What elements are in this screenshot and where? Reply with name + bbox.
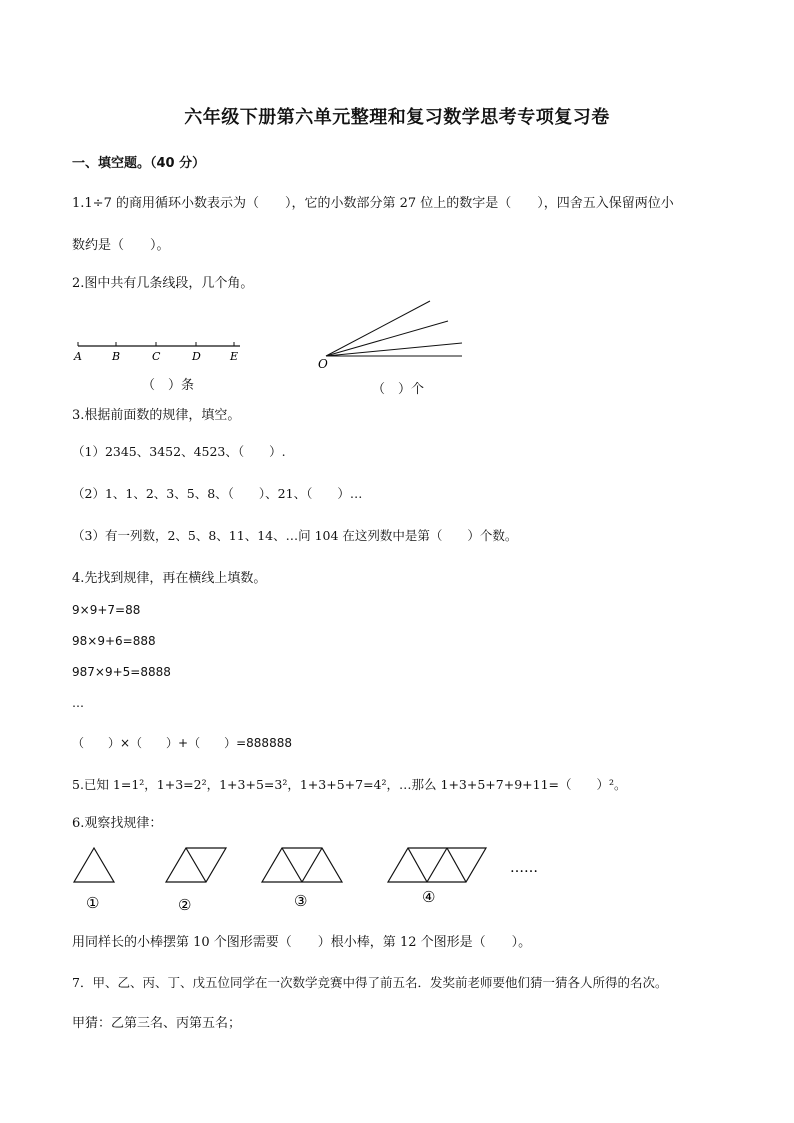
triangle-figure-4-line-c <box>447 848 466 882</box>
question-5-text: 5.已知 1=1²，1+3=2²，1+3+5=3²，1+3+5+7=4²，…那么 1+3+5+7+9+11=（ ）²。 <box>72 777 627 792</box>
point-label-d: D <box>192 350 201 363</box>
caption-angles: （ ）个 <box>372 382 425 397</box>
triangle-figure-3 <box>262 848 342 882</box>
question-2-text: 2.图中共有几条线段，几个角。 <box>72 276 254 291</box>
question-3-part-1: （1）2345、3452、4523、（ ）. <box>72 444 286 459</box>
angle-figure <box>312 294 472 372</box>
section-heading: 一、填空题。（40 分） <box>72 156 206 171</box>
continuation-dots: …… <box>510 860 538 876</box>
equation-3: 987×9+5=8888 <box>72 665 171 679</box>
question-7-text: 7．甲、乙、丙、丁、戊五位同学在一次数学竞赛中得了前五名．发奖前老师要他们猜一猜各人所得的名次。 <box>72 975 668 990</box>
question-3-text: 3.根据前面数的规律，填空。 <box>72 408 241 423</box>
vertex-label-o: O <box>318 357 328 371</box>
triangle-figure-4-line-b <box>427 848 447 882</box>
figure-label-1: ① <box>86 894 100 912</box>
ray-2 <box>326 321 448 356</box>
triangle-figure-3-line-b <box>302 848 322 882</box>
point-label-e: E <box>230 350 239 363</box>
figure-label-2: ② <box>178 896 192 914</box>
triangle-figure-4-line-a <box>408 848 427 882</box>
triangle-figure-3-line-a <box>282 848 302 882</box>
question-7-guess-1: 甲猜：乙第三名、丙第五名； <box>72 1016 242 1031</box>
caption-segments: （ ）条 <box>142 378 195 393</box>
point-label-b: B <box>112 350 121 363</box>
question-1-line-2: 数约是（ ）。 <box>72 238 170 253</box>
page-title: 六年级下册第六单元整理和复习数学思考专项复习卷 <box>184 107 610 128</box>
question-6-prompt: 用同样长的小棒摆第 10 个图形需要（ ）根小棒，第 12 个图形是（ ）。 <box>72 935 532 950</box>
equation-2: 98×9+6=888 <box>72 634 156 648</box>
point-label-a: A <box>74 350 82 363</box>
segment-figure <box>70 338 250 368</box>
triangle-figure-2-diagonal <box>186 848 206 882</box>
question-3-part-2: （2）1、1、2、3、5、8、（ ）、21、（ ）… <box>72 486 363 501</box>
triangle-figure-1 <box>74 848 114 882</box>
figure-label-3: ③ <box>294 892 308 910</box>
triangle-pattern-figure <box>66 838 546 918</box>
equation-blank: （ ）×（ ）+（ ）=888888 <box>72 736 292 750</box>
question-1-line-1: 1.1÷7 的商用循环小数表示为（ ），它的小数部分第 27 位上的数字是（ ），四舍五入保留两位小 <box>72 196 674 211</box>
question-3-part-3: （3）有一列数，2、5、8、11、14、…问 104 在这列数中是第（ ）个数。 <box>72 528 518 543</box>
figure-label-4: ④ <box>422 888 436 906</box>
question-6-text: 6.观察找规律： <box>72 816 163 831</box>
equation-1: 9×9+7=88 <box>72 603 141 617</box>
question-4-text: 4.先找到规律，再在横线上填数。 <box>72 571 267 586</box>
point-label-c: C <box>152 350 161 363</box>
equation-ellipsis: … <box>72 696 84 710</box>
